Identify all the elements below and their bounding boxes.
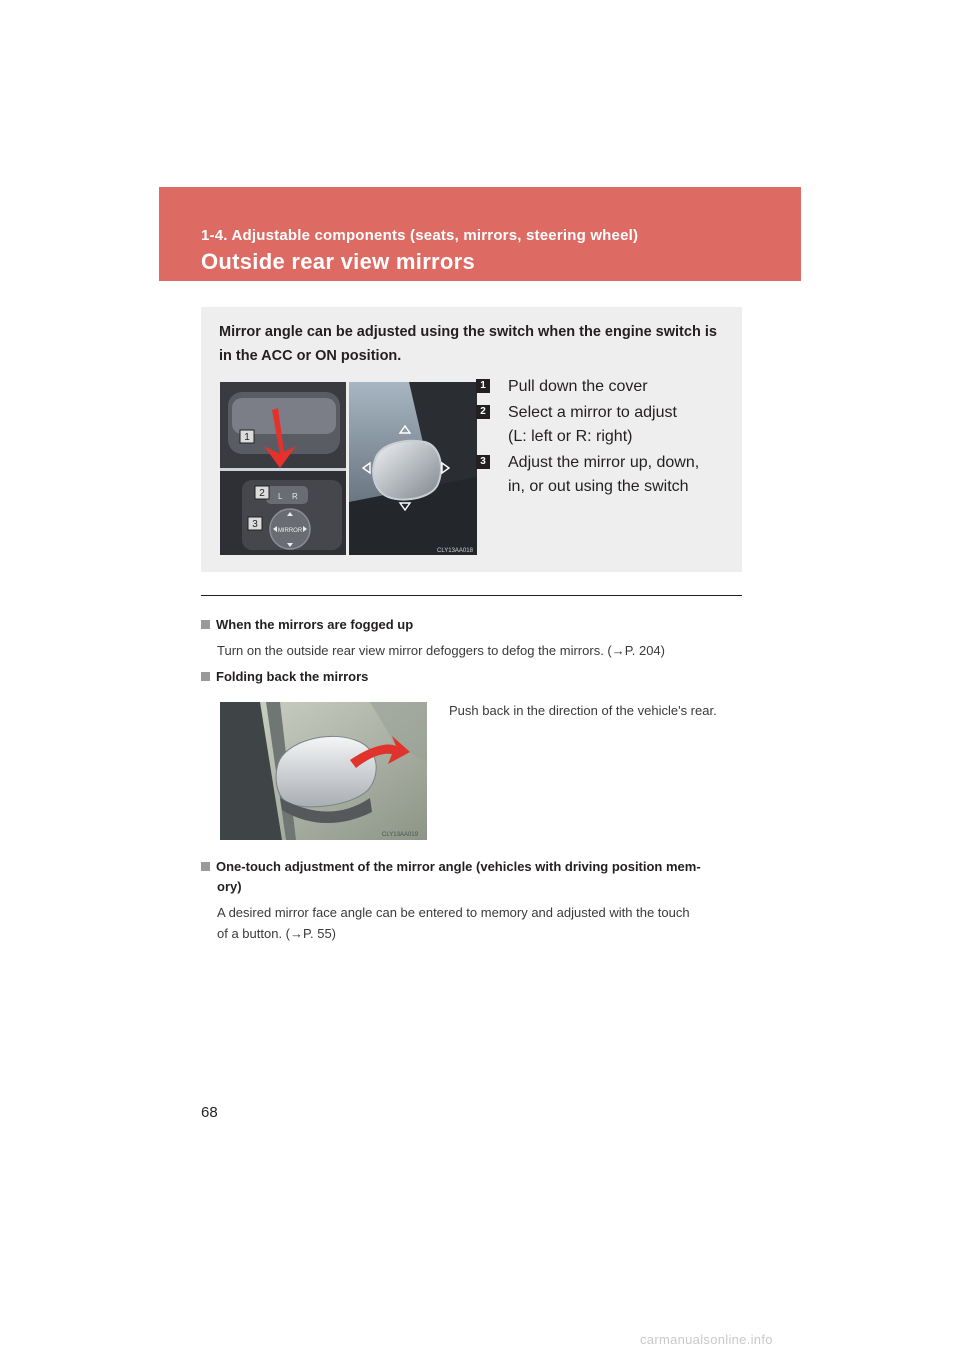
note-heading [201,615,413,635]
step-text: Pull down the cover [508,378,648,395]
step-text-continued: (L: left or R: right) [508,428,633,445]
figure-code: CLY13AA018 [437,548,473,554]
page-number: 68 [201,1104,218,1121]
figure-label-3: 3 [252,519,258,530]
section-header [159,187,801,281]
figure-label-1: 1 [244,432,250,443]
note-heading-continued: ory) [217,879,242,894]
switch-photo [220,382,346,555]
intro-text: Mirror angle can be adjusted using the switch when the engine switch is in the ACC or ON position. [219,324,717,364]
figure-label-2: 2 [259,488,265,499]
mirror-photo [349,382,477,555]
note-body-continued: of a button. (→P. 55) [217,926,336,941]
fold-mirror-illustration [220,702,427,840]
bullet-square-icon [201,620,210,629]
mirror-illustration [349,382,477,555]
mirror-switch-label: MIRROR [277,528,303,534]
fold-instruction: Push back in the direction of the vehicle's rear. [449,703,717,718]
right-mirror-label: R [292,492,298,501]
note-body: A desired mirror face angle can be entered to memory and adjusted with the touch [217,905,690,920]
step-item [476,375,726,399]
section-divider [201,595,742,596]
step-text-continued: in, or out using the switch [508,478,689,495]
note-heading-text: Folding back the mirrors [216,669,369,684]
note-body: Turn on the outside rear view mirror defoggers to defog the mirrors. (→P. 204) [217,643,665,658]
bullet-square-icon [201,862,210,871]
step-text: Select a mirror to adjust [508,404,677,421]
note-heading [201,857,742,877]
figure-code: CLY13AA019 [382,832,418,838]
step-item [476,451,726,499]
section-label: 1-4. Adjustable components (seats, mirrors, steering wheel) [201,227,639,244]
intro-box [201,307,742,572]
note-heading-text: One-touch adjustment of the mirror angle (vehicles with driving position mem- [216,859,701,874]
note-heading-text: When the mirrors are fogged up [216,617,414,632]
step-text: Adjust the mirror up, down, [508,454,700,471]
bullet-square-icon [201,672,210,681]
page-title: Outside rear view mirrors [201,249,476,274]
watermark: carmanualsonline.info [640,1332,773,1347]
step-list [476,375,726,501]
note-heading [201,667,368,687]
step-number: 3 [476,455,490,469]
step-number: 1 [476,379,490,393]
switch-illustration [220,382,346,555]
step-item [476,401,726,449]
left-mirror-label: L [278,492,283,501]
fold-mirror-photo [220,702,427,840]
step-number: 2 [476,405,490,419]
